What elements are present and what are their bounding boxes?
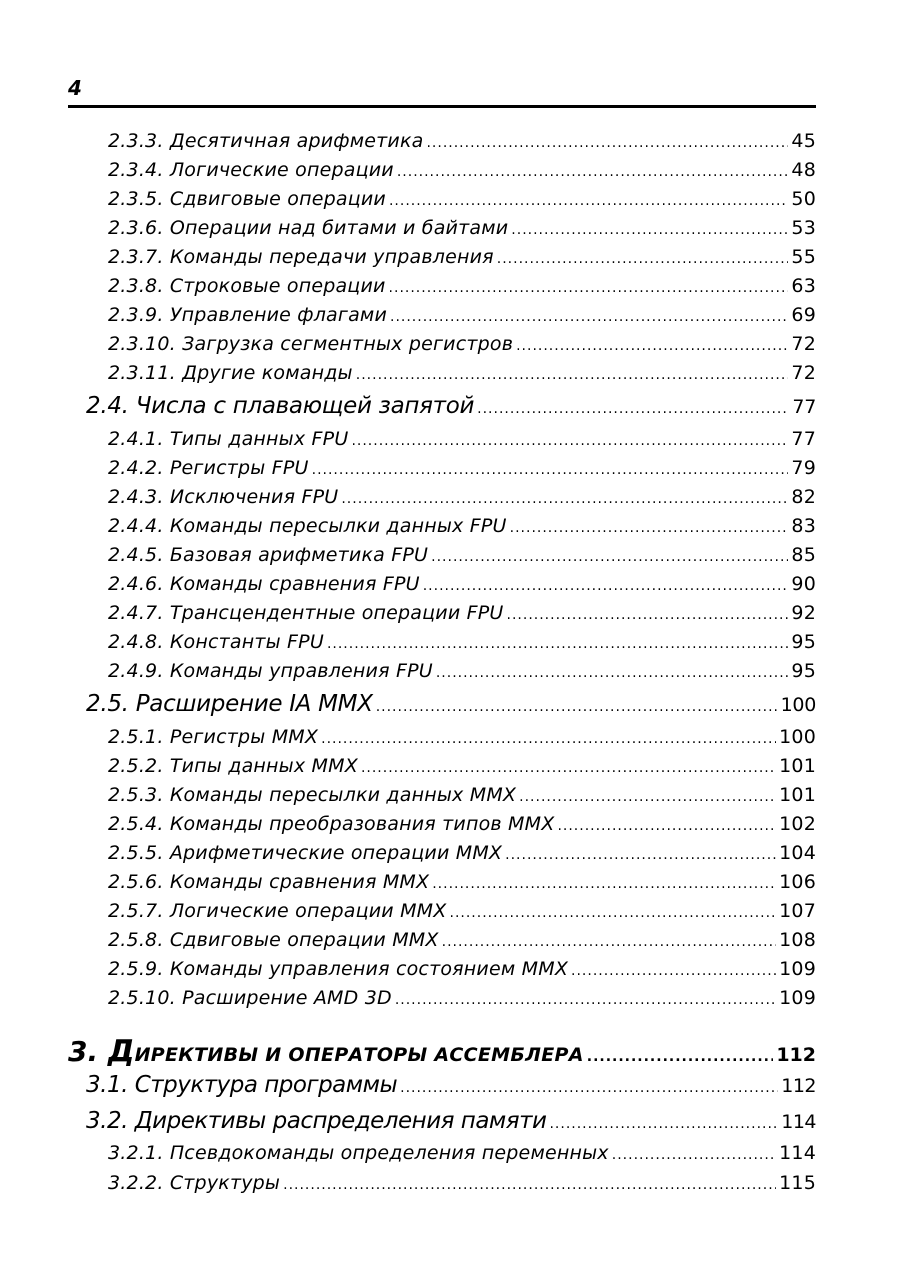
toc-entry-2-5-4[interactable] [108,813,816,835]
toc-entry-title: 2.3.8. Строковые операции [108,275,386,297]
toc-entry-2-3-4[interactable] [108,159,816,181]
toc-entry-page: 77 [792,396,816,418]
dot-leader [327,636,788,652]
toc-entry-title: 2.5.7. Логические операции MMX [108,900,447,922]
toc-entry-2-3-8[interactable] [108,275,816,297]
chapter-number: 3. [68,1035,99,1068]
toc-entry-title: 2.5. Расширение IA MMX [86,691,373,717]
dot-leader [436,665,789,681]
toc-entry-page: 45 [791,130,816,152]
toc-entry-page: 48 [791,159,816,181]
dot-leader [361,760,776,776]
dot-leader [395,992,776,1008]
toc-entry-2-4-9[interactable] [108,660,816,682]
chapter-initial: Д [107,1034,135,1069]
dot-leader [376,699,778,715]
toc-entry-page: 50 [791,188,816,210]
toc-entry-2-4-8[interactable] [108,631,816,653]
dot-leader [389,280,789,296]
dot-leader [283,1177,776,1193]
toc-entry-title: 2.4.3. Исключения FPU [108,486,339,508]
toc-entry-title: 2.3.5. Сдвиговые операции [108,188,386,210]
toc-entry-title: 2.5.8. Сдвиговые операции MMX [108,929,439,951]
toc-entry-page: 69 [791,304,816,326]
dot-leader [400,1080,778,1096]
toc-entry-title: 2.3.10. Загрузка сегментных регистров [108,333,514,355]
toc-entry-2-5-6[interactable] [108,871,816,893]
toc-entry-title: 2.4.5. Базовая арифметика FPU [108,544,429,566]
dot-leader [497,251,789,267]
toc-entry-2-4-6[interactable] [108,573,816,595]
toc-entry-2-3-11[interactable] [108,362,816,384]
toc-entry-2-5-9[interactable] [108,958,816,980]
toc-entry-title: 3.1. Структура программы [86,1072,398,1098]
toc-entry-title: 2.4.7. Трансцендентные операции FPU [108,602,504,624]
toc-entry-page: 114 [781,1111,816,1133]
toc-entry-title: 2.4. Числа с плавающей запятой [86,393,475,419]
toc-entry-3-2[interactable] [86,1108,816,1134]
toc-chapter-3[interactable] [68,1034,816,1069]
toc-entry-2-3-5[interactable] [108,188,816,210]
page-number: 4 [68,76,82,100]
toc-entry-2-4-7[interactable] [108,602,816,624]
toc-entry-title: 2.5.10. Расширение AMD 3D [108,987,392,1009]
toc-entry-page: 95 [791,660,816,682]
dot-leader [321,731,776,747]
toc-entry-title: 2.3.9. Управление флагами [108,304,387,326]
dot-leader [477,401,789,417]
toc-entry-title: 2.3.11. Другие команды [108,362,353,384]
toc-entry-title: 2.4.4. Команды пересылки данных FPU [108,515,507,537]
dot-leader [432,876,776,892]
toc-entry-3-2-1[interactable] [108,1142,816,1164]
toc-entry-title: 2.5.3. Команды пересылки данных MMX [108,784,517,806]
toc-entry-title: 2.4.8. Константы FPU [108,631,324,653]
toc-entry-2-4-3[interactable] [108,486,816,508]
toc-entry-2-4-1[interactable] [108,428,816,450]
dot-leader [312,462,789,478]
toc-entry-page: 100 [780,694,816,716]
dot-leader [442,934,777,950]
toc-entry-page: 83 [791,515,816,537]
toc-entry-page: 92 [791,602,816,624]
toc-entry-page: 72 [791,333,816,355]
toc-entry-page: 109 [779,987,816,1009]
toc-entry-2-3-10[interactable] [108,333,816,355]
toc-entry-title: 2.4.9. Команды управления FPU [108,660,433,682]
toc-entry-2-5[interactable] [86,691,816,717]
toc-entry-title: 2.3.3. Десятичная арифметика [108,130,424,152]
dot-leader [390,309,788,325]
dot-leader [510,520,789,536]
toc-entry-title: 3.2.2. Структуры [108,1172,281,1194]
dot-leader [423,578,789,594]
toc-entry-page: 77 [791,428,816,450]
toc-entry-2-3-9[interactable] [108,304,816,326]
toc-entry-page: 112 [781,1075,816,1097]
toc-entry-page: 55 [791,246,816,268]
toc-entry-page: 112 [776,1044,816,1066]
toc-entry-page: 104 [779,842,816,864]
toc-entry-title: 2.3.6. Операции над битами и байтами [108,217,509,239]
toc-entry-page: 79 [791,457,816,479]
toc-entry-page: 106 [779,871,816,893]
dot-leader [516,338,788,354]
toc-entry-2-5-2[interactable] [108,755,816,777]
toc-entry-title: 2.3.7. Команды передачи управления [108,246,494,268]
dot-leader [389,193,788,209]
toc-entry-title: 2.5.1. Регистры MMX [108,726,319,748]
toc-entry-page: 53 [791,217,816,239]
toc-entry-title: 2.3.4. Логические операции [108,159,394,181]
dot-leader [505,847,776,863]
dot-leader [549,1116,778,1132]
dot-leader [426,135,788,151]
toc-entry-title: 2.5.4. Команды преобразования типов MMX [108,813,555,835]
toc-entry-page: 72 [791,362,816,384]
toc-entry-page: 102 [779,813,816,835]
chapter-title-rest: ИРЕКТИВЫ И ОПЕРАТОРЫ АССЕМБЛЕРА [134,1044,584,1066]
dot-leader [519,789,776,805]
dot-leader [431,549,788,565]
toc-entry-title: 2.4.6. Команды сравнения FPU [108,573,420,595]
dot-leader [612,1147,776,1163]
dot-leader [511,222,788,238]
toc-entry-2-4-5[interactable] [108,544,816,566]
toc-entry-title: 2.4.1. Типы данных FPU [108,428,349,450]
toc-entry-title: 2.4.2. Регистры FPU [108,457,309,479]
toc-entry-title: 2.5.2. Типы данных MMX [108,755,358,777]
toc-entry-2-3-3[interactable] [108,130,816,152]
toc-entry-page: 114 [779,1142,816,1164]
toc-entry-2-5-3[interactable] [108,784,816,806]
toc-entry-page: 101 [779,784,816,806]
dot-leader [351,433,788,449]
dot-leader [557,818,776,834]
dot-leader [587,1049,774,1065]
dot-leader [341,491,788,507]
toc-entry-2-4-2[interactable] [108,457,816,479]
toc-entry-title: 2.5.5. Арифметические операции MMX [108,842,503,864]
dot-leader [507,607,789,623]
dot-leader [397,164,789,180]
toc-entry-2-5-7[interactable] [108,900,816,922]
toc-entry-page: 109 [779,958,816,980]
toc-entry-page: 108 [779,929,816,951]
toc-entry-title: 3.2. Директивы распределения памяти [86,1108,547,1134]
toc-entry-title: 2.5.6. Команды сравнения MMX [108,871,430,893]
toc-entry-page: 100 [779,726,816,748]
toc-entry-2-3-7[interactable] [108,246,816,268]
toc-entry-title: 2.5.9. Команды управления состоянием MMX [108,958,569,980]
toc-entry-title: 3.2.1. Псевдокоманды определения переменных [108,1142,609,1164]
toc-entry-page: 90 [791,573,816,595]
toc-entry-2-5-10[interactable] [108,987,816,1009]
toc-entry-2-4-4[interactable] [108,515,816,537]
toc-entry-2-5-1[interactable] [108,726,816,748]
toc-entry-page: 101 [779,755,816,777]
toc-chapter-title [68,1034,587,1069]
toc-entry-2-3-6[interactable] [108,217,816,239]
toc-entry-2-5-5[interactable] [108,842,816,864]
toc-entry-page: 95 [791,631,816,653]
dot-leader [571,963,776,979]
toc-entry-page: 82 [791,486,816,508]
toc-entry-2-4[interactable] [86,393,816,419]
toc-entry-3-2-2[interactable] [108,1172,816,1194]
toc-entry-page: 115 [779,1172,816,1194]
dot-leader [356,367,789,383]
toc-entry-page: 107 [779,900,816,922]
toc-entry-page: 63 [791,275,816,297]
toc-entry-page: 85 [791,544,816,566]
toc-entry-2-5-8[interactable] [108,929,816,951]
dot-leader [450,905,777,921]
toc-entry-3-1[interactable] [86,1072,816,1098]
